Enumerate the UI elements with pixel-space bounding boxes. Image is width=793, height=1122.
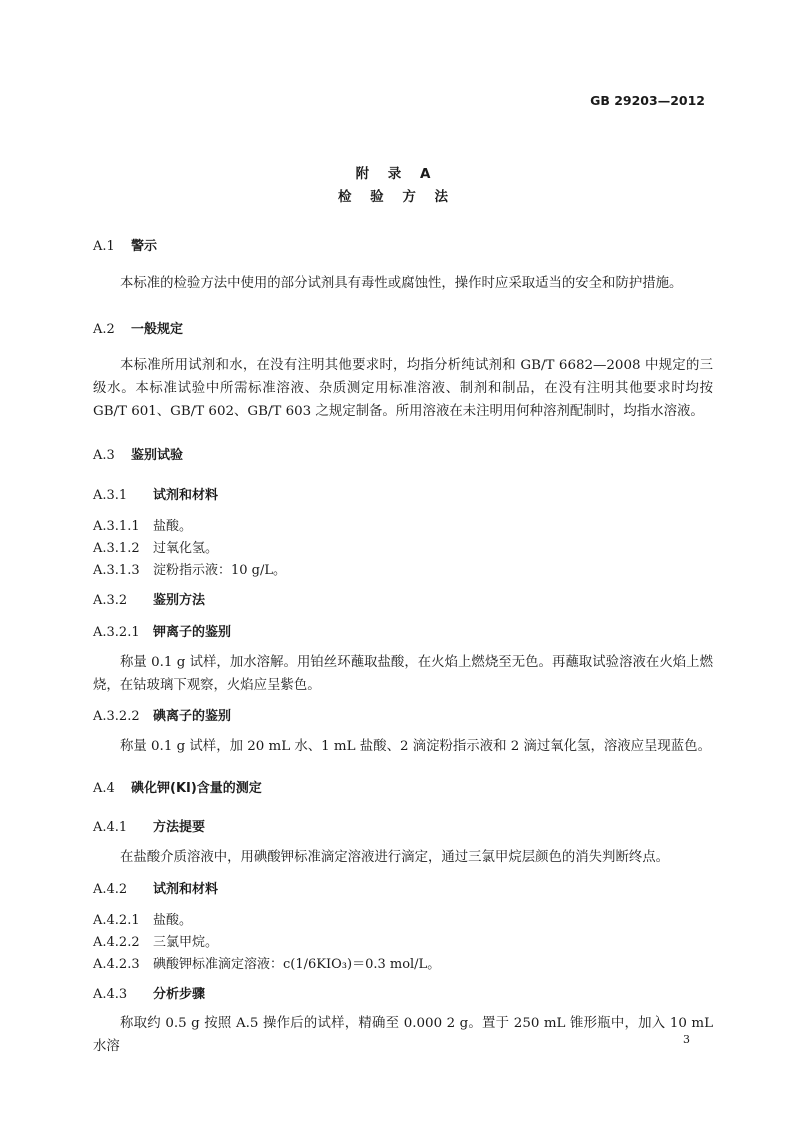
item-number: A.3.1.2 (93, 541, 140, 556)
item-text: 三氯甲烷。 (153, 935, 219, 950)
section-heading-a31 (93, 484, 218, 503)
appendix-title: 检 验 方 法 (337, 189, 456, 205)
list-item-a421 (93, 909, 192, 928)
section-number: A.3.2.1 (93, 625, 140, 640)
paragraph-a322: 称量 0.1 g 试样，加 20 mL 水、1 mL 盐酸、2 滴淀粉指示液和 2 滴过氧化氢，溶液应呈现蓝色。 (120, 739, 711, 754)
item-number: A.3.1.3 (93, 563, 140, 578)
item-text: 过氧化氢。 (153, 541, 219, 556)
section-title: 鉴别方法 (153, 593, 206, 608)
list-item-a312 (93, 537, 218, 556)
section-heading-a321 (93, 621, 231, 640)
section-title: 方法提要 (153, 820, 206, 835)
item-text: 盐酸。 (153, 913, 193, 928)
standard-number: GB 29203—2012 (590, 93, 705, 108)
section-heading-a4 (93, 777, 262, 796)
section-title: 钾离子的鉴别 (153, 625, 232, 640)
section-heading-a2 (93, 318, 183, 337)
paragraph-a41: 在盐酸介质溶液中，用碘酸钾标准滴定溶液进行滴定，通过三氯甲烷层颜色的消失判断终点。 (120, 850, 670, 865)
section-title: 试剂和材料 (153, 882, 219, 897)
section-title: 一般规定 (131, 322, 184, 337)
section-number: A.4.1 (93, 820, 128, 835)
list-item-a423 (93, 953, 440, 972)
section-number: A.2 (93, 322, 115, 337)
section-number: A.3.2 (93, 593, 128, 608)
item-number: A.4.2.3 (93, 957, 140, 972)
section-heading-a1 (93, 235, 157, 254)
section-number: A.4 (93, 781, 115, 796)
section-number: A.4.3 (93, 987, 128, 1002)
item-text: 盐酸。 (153, 519, 193, 534)
section-heading-a43 (93, 983, 205, 1002)
section-heading-a42 (93, 878, 218, 897)
section-title: 试剂和材料 (153, 488, 219, 503)
section-title: 警示 (131, 239, 158, 254)
section-heading-a322 (93, 705, 231, 724)
section-heading-a3 (93, 444, 183, 463)
section-number: A.4.2 (93, 882, 128, 897)
appendix-label: 附 录 A (355, 166, 438, 182)
item-number: A.4.2.1 (93, 913, 140, 928)
section-number: A.1 (93, 239, 115, 254)
paragraph-a2: 本标准所用试剂和水，在没有注明其他要求时，均指分析纯试剂和 GB/T 6682—2008 中规定的三级水。本标准试验中所需标准溶液、杂质测定用标准溶液、制剂和制品，在没有注明其他要求时均按 GB/T 601、GB/T 602、GB/T 603 之规定制备。所用溶液在未注明用何种溶剂配制时，均指水溶液。 (93, 358, 713, 419)
section-title: 鉴别试验 (131, 448, 184, 463)
section-title: 分析步骤 (153, 987, 206, 1002)
paragraph-a321: 称量 0.1 g 试样，加水溶解。用铂丝环蘸取盐酸，在火焰上燃烧至无色。再蘸取试验溶液在火焰上燃烧，在钴玻璃下观察，火焰应呈紫色。 (93, 655, 713, 693)
list-item-a311 (93, 515, 192, 534)
page-number: 3 (683, 1033, 690, 1046)
paragraph-a1: 本标准的检验方法中使用的部分试剂具有毒性或腐蚀性，操作时应采取适当的安全和防护措施。 (120, 276, 683, 291)
section-number: A.3.2.2 (93, 709, 140, 724)
item-text: 碘酸钾标准滴定溶液：c(1/6KIO₃)＝0.3 mol/L。 (153, 957, 441, 972)
section-number: A.3.1 (93, 488, 128, 503)
section-title: 碘化钾(KI)含量的测定 (131, 781, 262, 796)
list-item-a313 (93, 559, 286, 578)
item-number: A.3.1.1 (93, 519, 140, 534)
item-number: A.4.2.2 (93, 935, 140, 950)
section-title: 碘离子的鉴别 (153, 709, 232, 724)
list-item-a422 (93, 931, 218, 950)
section-heading-a41 (93, 816, 205, 835)
section-number: A.3 (93, 448, 115, 463)
section-heading-a32 (93, 589, 205, 608)
item-text: 淀粉指示液：10 g/L。 (153, 563, 287, 578)
paragraph-a43: 称取约 0.5 g 按照 A.5 操作后的试样，精确至 0.000 2 g。置于 250 mL 锥形瓶中，加入 10 mL 水溶 (93, 1016, 713, 1054)
